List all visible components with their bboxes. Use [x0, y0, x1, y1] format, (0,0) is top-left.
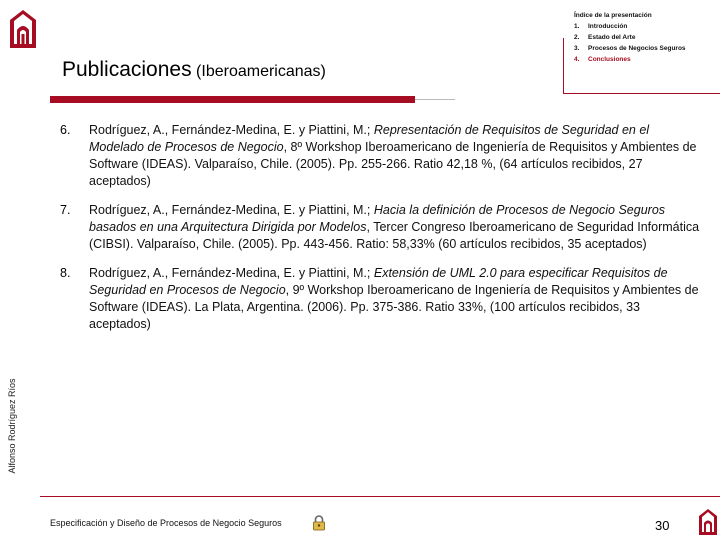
- reference-text: Rodríguez, A., Fernández-Medina, E. y Piattini, M.; Extensión de UML 2.0 para especificar Requisitos de Seguridad en Procesos de Negocio, 9º Workshop Iberoamericano de Ingeniería de Requisitos y Ambientes de Software (IDEAS). La Plata, Argentina. (2006). Pp. 375-386. Ratio 33%, (100 artículos recibidos, 33 aceptados): [89, 266, 699, 331]
- footer-rule: [40, 496, 720, 497]
- reference-item: [60, 265, 700, 333]
- index-item[interactable]: 2. Estado del Arte: [574, 34, 636, 41]
- title-rule-grey: [415, 99, 455, 100]
- presentation-index: [574, 10, 686, 65]
- index-divider-vertical: [563, 38, 564, 94]
- reference-item: [60, 202, 700, 253]
- title-rule: [50, 96, 415, 103]
- reference-number: 6.: [60, 123, 71, 137]
- page-title-main: Publicaciones: [62, 58, 192, 81]
- reference-text: Rodríguez, A., Fernández-Medina, E. y Piattini, M.; Hacia la definición de Procesos de Negocio Seguros basados en una Arquitectura Dirigida por Modelos, Tercer Congreso Iberoamericano de Seguridad Informática (CIBSI). Valparaíso, Chile. (2005). Pp. 443-456. Ratio: 58,33% (60 artículos recibidos, 35 aceptados): [89, 203, 700, 251]
- reference-number: 7.: [60, 203, 71, 217]
- reference-text: Rodríguez, A., Fernández-Medina, E. y Piattini, M.; Representación de Requisitos de Seguridad en el Modelado de Procesos de Negocio, 8º Workshop Iberoamericano de Ingeniería de Requisitos y Ambientes de Software (IDEAS). Valparaíso, Chile. (2005). Pp. 255-266. Ratio 42,18 %, (64 artículos recibidos, 27 aceptados): [89, 123, 697, 188]
- page-number: 30: [655, 518, 670, 533]
- reference-item: [60, 122, 700, 190]
- reference-list: [60, 122, 700, 345]
- index-item[interactable]: 1. Introducción: [574, 23, 628, 30]
- index-heading: Índice de la presentación: [574, 12, 652, 19]
- footer-title: Especificación y Diseño de Procesos de Negocio Seguros: [50, 518, 282, 528]
- index-item[interactable]: 3. Procesos de Negocios Seguros: [574, 45, 686, 52]
- lock-icon: [312, 514, 326, 531]
- page-title: [62, 58, 326, 82]
- reference-number: 8.: [60, 266, 71, 280]
- index-divider-horizontal: [563, 93, 720, 94]
- university-logo-icon: [6, 8, 40, 50]
- page-title-sub: (Iberoamericanas): [196, 63, 326, 80]
- reference-title: Representación de Requisitos de Seguridad en el Modelado de Procesos de Negocio: [89, 123, 650, 154]
- reference-title: Hacia la definición de Procesos de Negocio Seguros basados en una Arquitectura Dirigida por Modelos: [89, 203, 666, 234]
- university-logo-icon: [697, 508, 719, 536]
- reference-title: Extensión de UML 2.0 para especificar Requisitos de Seguridad en Procesos de Negocio: [89, 266, 668, 297]
- author-vertical-label: Alfonso Rodríguez Ríos: [7, 378, 17, 474]
- index-item-active[interactable]: 4. Conclusiones: [574, 56, 631, 63]
